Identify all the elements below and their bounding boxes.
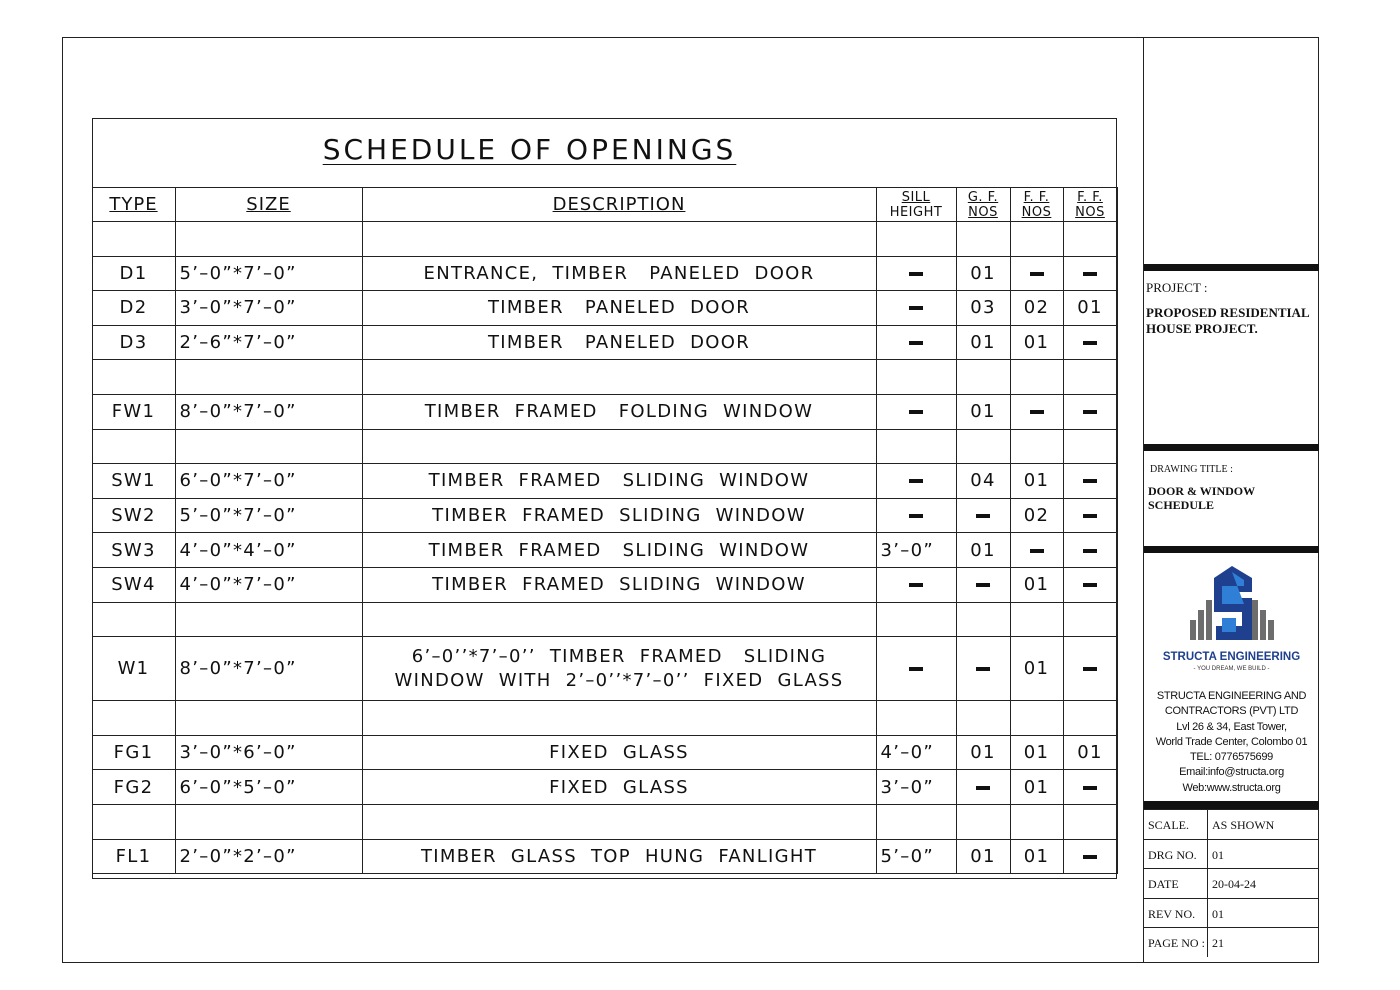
cell-type: D2 bbox=[92, 291, 175, 326]
cell-size: 4’–0”*7’–0” bbox=[175, 567, 362, 602]
dash-mark bbox=[1083, 514, 1097, 518]
cell-desc bbox=[362, 464, 876, 499]
cell-size: 6’–0”*7’–0” bbox=[175, 464, 362, 499]
cell-sill bbox=[876, 804, 956, 839]
dash-mark bbox=[909, 341, 923, 345]
cell-size: 2’–0”*2’–0” bbox=[175, 839, 362, 874]
cell-ff1: 02 bbox=[1010, 498, 1063, 533]
cell-ff1: 01 bbox=[1010, 567, 1063, 602]
cell-gf: 01 bbox=[956, 325, 1010, 360]
cell-ff2 bbox=[1063, 637, 1117, 701]
company-line: CONTRACTORS (PVT) LTD bbox=[1164, 705, 1299, 718]
schedule-table-frame bbox=[92, 118, 1117, 879]
cell-ff1 bbox=[1010, 701, 1063, 736]
table-row bbox=[92, 498, 1117, 533]
header-size: SIZE bbox=[175, 188, 362, 222]
blank-row bbox=[92, 360, 1117, 395]
cell-desc bbox=[362, 394, 876, 429]
cell-type: D1 bbox=[92, 256, 175, 291]
description-text: ENTRANCE, TIMBER PANELED DOOR bbox=[423, 262, 815, 284]
table-row bbox=[92, 533, 1117, 568]
cell-desc bbox=[362, 360, 876, 395]
table-header-row bbox=[92, 188, 1117, 222]
cell-ff2 bbox=[1063, 464, 1117, 499]
cell-sill: 4’–0” bbox=[876, 735, 956, 770]
cell-size: 2’–6”*7’–0” bbox=[175, 325, 362, 360]
description-text: TIMBER PANELED DOOR bbox=[487, 297, 751, 319]
cell-sill bbox=[876, 637, 956, 701]
cell-type: SW4 bbox=[92, 567, 175, 602]
cell-type: FL1 bbox=[92, 839, 175, 874]
cell-desc bbox=[362, 498, 876, 533]
cell-ff2 bbox=[1063, 804, 1117, 839]
description-text: FIXED GLASS bbox=[549, 742, 689, 764]
cell-ff1 bbox=[1010, 804, 1063, 839]
meta-key: DATE bbox=[1148, 877, 1179, 891]
cell-sill bbox=[876, 291, 956, 326]
cell-sill bbox=[876, 701, 956, 736]
description-text: TIMBER PANELED DOOR bbox=[487, 332, 751, 354]
cell-size bbox=[175, 360, 362, 395]
cell-gf bbox=[956, 429, 1010, 464]
cell-sill bbox=[876, 360, 956, 395]
dash-mark bbox=[909, 272, 923, 276]
cell-sill bbox=[876, 498, 956, 533]
dash-mark bbox=[1083, 479, 1097, 483]
cell-desc bbox=[362, 567, 876, 602]
cell-desc bbox=[362, 325, 876, 360]
title-block-divider bbox=[1144, 546, 1319, 553]
cell-ff2 bbox=[1063, 567, 1117, 602]
dash-mark bbox=[976, 583, 990, 587]
dash-mark bbox=[909, 410, 923, 414]
schedule-table bbox=[92, 187, 1118, 874]
meta-key: REV NO. bbox=[1148, 906, 1196, 921]
cell-desc bbox=[362, 735, 876, 770]
cell-type bbox=[92, 701, 175, 736]
dash-mark bbox=[909, 306, 923, 310]
cell-gf: 03 bbox=[956, 291, 1010, 326]
description-text: TIMBER FRAMED SLIDING WINDOW bbox=[432, 505, 806, 527]
cell-ff1 bbox=[1010, 360, 1063, 395]
table-row bbox=[92, 839, 1117, 874]
cell-size: 8’–0”*7’–0” bbox=[175, 394, 362, 429]
header-gf-nos: G. F. NOS bbox=[956, 188, 1010, 222]
cell-ff2 bbox=[1063, 394, 1117, 429]
cell-ff1 bbox=[1010, 429, 1063, 464]
cell-type: SW2 bbox=[92, 498, 175, 533]
cell-size: 4’–0”*4’–0” bbox=[175, 533, 362, 568]
dash-mark bbox=[1083, 410, 1097, 414]
schedule-title: SCHEDULE OF OPENINGS bbox=[322, 133, 737, 166]
dash-mark bbox=[976, 667, 990, 671]
cell-gf bbox=[956, 360, 1010, 395]
blank-row bbox=[92, 429, 1117, 464]
cell-ff2 bbox=[1063, 498, 1117, 533]
cell-gf bbox=[956, 701, 1010, 736]
table-row bbox=[92, 291, 1117, 326]
schedule-body bbox=[92, 222, 1117, 874]
description-text: TIMBER FRAMED FOLDING WINDOW bbox=[424, 401, 814, 423]
table-row bbox=[92, 394, 1117, 429]
title-block-divider bbox=[1144, 444, 1319, 451]
cell-sill bbox=[876, 325, 956, 360]
cell-sill bbox=[876, 429, 956, 464]
cell-ff1 bbox=[1010, 602, 1063, 637]
company-line: Email:info@structa.org bbox=[1179, 766, 1284, 779]
cell-type: D3 bbox=[92, 325, 175, 360]
company-line: TEL: 0776575699 bbox=[1190, 751, 1273, 764]
cell-ff1 bbox=[1010, 256, 1063, 291]
table-row bbox=[92, 637, 1117, 701]
header-ff2-nos: F. F. NOS bbox=[1063, 188, 1117, 222]
cell-gf: 01 bbox=[956, 533, 1010, 568]
drawing-title-label: DRAWING TITLE : bbox=[1150, 464, 1233, 475]
cell-ff1: 01 bbox=[1010, 325, 1063, 360]
cell-sill: 5’–0” bbox=[876, 839, 956, 874]
cell-type: FG2 bbox=[92, 770, 175, 805]
cell-gf bbox=[956, 637, 1010, 701]
cell-gf: 01 bbox=[956, 735, 1010, 770]
cell-type: SW3 bbox=[92, 533, 175, 568]
dash-mark bbox=[976, 786, 990, 790]
dash-mark bbox=[1030, 549, 1044, 553]
description-text: FIXED GLASS bbox=[549, 776, 689, 798]
dash-mark bbox=[1083, 786, 1097, 790]
cell-size: 8’–0”*7’–0” bbox=[175, 637, 362, 701]
cell-sill bbox=[876, 394, 956, 429]
meta-value: 01 bbox=[1212, 906, 1224, 921]
company-logo-icon bbox=[1186, 564, 1278, 646]
cell-ff2 bbox=[1063, 360, 1117, 395]
cell-sill bbox=[876, 567, 956, 602]
cell-desc bbox=[362, 602, 876, 637]
cell-desc bbox=[362, 839, 876, 874]
header-ff-nos: F. F. NOS bbox=[1010, 188, 1063, 222]
company-address bbox=[1144, 689, 1319, 796]
cell-size: 5’–0”*7’–0” bbox=[175, 498, 362, 533]
cell-ff1 bbox=[1010, 222, 1063, 257]
table-row bbox=[92, 256, 1117, 291]
cell-gf bbox=[956, 498, 1010, 533]
cell-size bbox=[175, 429, 362, 464]
company-line: Web:www.structa.org bbox=[1182, 781, 1281, 794]
cell-ff1: 01 bbox=[1010, 637, 1063, 701]
cell-gf bbox=[956, 804, 1010, 839]
cell-type: FW1 bbox=[92, 394, 175, 429]
meta-row bbox=[1144, 927, 1319, 957]
cell-ff1 bbox=[1010, 533, 1063, 568]
meta-key: DRG NO. bbox=[1148, 847, 1197, 862]
dash-mark bbox=[1083, 583, 1097, 587]
cell-gf bbox=[956, 567, 1010, 602]
cell-sill bbox=[876, 222, 956, 257]
table-row bbox=[92, 770, 1117, 805]
cell-sill bbox=[876, 256, 956, 291]
cell-ff2 bbox=[1063, 429, 1117, 464]
description-text: WINDOW WITH 2’–0’’*7’–0’’ FIXED GLASS bbox=[394, 669, 844, 691]
dash-mark bbox=[909, 583, 923, 587]
company-line: Lvl 26 & 34, East Tower, bbox=[1176, 720, 1287, 733]
dash-mark bbox=[1030, 272, 1044, 276]
cell-gf: 04 bbox=[956, 464, 1010, 499]
cell-sill bbox=[876, 602, 956, 637]
cell-gf: 01 bbox=[956, 839, 1010, 874]
meta-key: SCALE. bbox=[1148, 818, 1190, 832]
cell-ff2 bbox=[1063, 533, 1117, 568]
project-label: PROJECT : bbox=[1146, 280, 1208, 295]
dash-mark bbox=[909, 514, 923, 518]
table-row bbox=[92, 464, 1117, 499]
blank-row bbox=[92, 602, 1117, 637]
cell-desc bbox=[362, 222, 876, 257]
cell-gf bbox=[956, 222, 1010, 257]
blank-row bbox=[92, 222, 1117, 257]
cell-ff2 bbox=[1063, 839, 1117, 874]
dash-mark bbox=[1083, 667, 1097, 671]
cell-ff2 bbox=[1063, 602, 1117, 637]
drawing-title: DOOR & WINDOW SCHEDULE bbox=[1148, 484, 1256, 512]
logo-tagline: - YOU DREAM, WE BUILD - bbox=[1193, 666, 1270, 672]
dash-mark bbox=[1030, 410, 1044, 414]
cell-size bbox=[175, 222, 362, 257]
meta-key: PAGE NO : bbox=[1148, 936, 1205, 950]
cell-desc bbox=[362, 637, 876, 701]
dash-mark bbox=[909, 479, 923, 483]
title-block bbox=[1143, 37, 1319, 963]
cell-ff1 bbox=[1010, 394, 1063, 429]
cell-type bbox=[92, 360, 175, 395]
cell-size: 5’–0”*7’–0” bbox=[175, 256, 362, 291]
meta-value: 20-04-24 bbox=[1212, 877, 1256, 891]
cell-type bbox=[92, 804, 175, 839]
title-block-divider bbox=[1144, 801, 1319, 809]
cell-type: FG1 bbox=[92, 735, 175, 770]
header-description: DESCRIPTION bbox=[362, 188, 876, 222]
meta-value: AS SHOWN bbox=[1212, 818, 1275, 832]
cell-ff1: 01 bbox=[1010, 770, 1063, 805]
dash-mark bbox=[909, 667, 923, 671]
cell-ff2 bbox=[1063, 325, 1117, 360]
description-text: TIMBER GLASS TOP HUNG FANLIGHT bbox=[420, 845, 818, 867]
meta-row bbox=[1144, 809, 1319, 839]
description-text: TIMBER FRAMED SLIDING WINDOW bbox=[428, 470, 810, 492]
cell-gf: 01 bbox=[956, 256, 1010, 291]
company-line: World Trade Center, Colombo 01 bbox=[1155, 735, 1308, 748]
cell-gf bbox=[956, 602, 1010, 637]
cell-ff1: 01 bbox=[1010, 839, 1063, 874]
table-row bbox=[92, 567, 1117, 602]
cell-gf bbox=[956, 770, 1010, 805]
cell-ff2 bbox=[1063, 701, 1117, 736]
cell-type bbox=[92, 602, 175, 637]
cell-ff1: 01 bbox=[1010, 735, 1063, 770]
cell-ff1: 01 bbox=[1010, 464, 1063, 499]
cell-sill: 3’–0” bbox=[876, 770, 956, 805]
cell-size: 3’–0”*6’–0” bbox=[175, 735, 362, 770]
cell-type bbox=[92, 429, 175, 464]
blank-row bbox=[92, 701, 1117, 736]
cell-ff2: 01 bbox=[1063, 735, 1117, 770]
cell-type: SW1 bbox=[92, 464, 175, 499]
cell-desc bbox=[362, 291, 876, 326]
cell-desc bbox=[362, 256, 876, 291]
cell-desc bbox=[362, 701, 876, 736]
meta-value: 01 bbox=[1212, 847, 1224, 862]
cell-desc bbox=[362, 533, 876, 568]
cell-size bbox=[175, 701, 362, 736]
cell-size: 6’–0”*5’–0” bbox=[175, 770, 362, 805]
meta-value: 21 bbox=[1212, 936, 1224, 950]
project-name: PROPOSED RESIDENTIAL HOUSE PROJECT. bbox=[1146, 305, 1310, 336]
cell-type bbox=[92, 222, 175, 257]
cell-size bbox=[175, 804, 362, 839]
cell-desc bbox=[362, 429, 876, 464]
cell-ff2: 01 bbox=[1063, 291, 1117, 326]
cell-desc bbox=[362, 804, 876, 839]
description-text: TIMBER FRAMED SLIDING WINDOW bbox=[428, 539, 810, 561]
description-text: TIMBER FRAMED SLIDING WINDOW bbox=[432, 574, 806, 596]
cell-ff2 bbox=[1063, 222, 1117, 257]
dash-mark bbox=[1083, 855, 1097, 859]
blank-row bbox=[92, 804, 1117, 839]
meta-row bbox=[1144, 839, 1319, 869]
cell-size bbox=[175, 602, 362, 637]
description-text: 6’–0’’*7’–0’’ TIMBER FRAMED SLIDING bbox=[411, 645, 827, 667]
table-row bbox=[92, 325, 1117, 360]
cell-ff2 bbox=[1063, 256, 1117, 291]
header-type: TYPE bbox=[92, 188, 175, 222]
logo-name: STRUCTA ENGINEERING bbox=[1162, 651, 1301, 663]
header-sill-height: SILL HEIGHT bbox=[876, 188, 956, 222]
cell-type: W1 bbox=[92, 637, 175, 701]
cell-sill: 3’–0” bbox=[876, 533, 956, 568]
cell-desc bbox=[362, 770, 876, 805]
cell-ff1: 02 bbox=[1010, 291, 1063, 326]
meta-row bbox=[1144, 898, 1319, 928]
dash-mark bbox=[1083, 341, 1097, 345]
table-row bbox=[92, 735, 1117, 770]
dash-mark bbox=[976, 514, 990, 518]
title-block-divider bbox=[1144, 264, 1319, 271]
meta-row bbox=[1144, 868, 1319, 898]
cell-gf: 01 bbox=[956, 394, 1010, 429]
cell-ff2 bbox=[1063, 770, 1117, 805]
dash-mark bbox=[1083, 272, 1097, 276]
cell-size: 3’–0”*7’–0” bbox=[175, 291, 362, 326]
dash-mark bbox=[1083, 549, 1097, 553]
cell-sill bbox=[876, 464, 956, 499]
company-line: STRUCTA ENGINEERING AND bbox=[1156, 690, 1307, 702]
